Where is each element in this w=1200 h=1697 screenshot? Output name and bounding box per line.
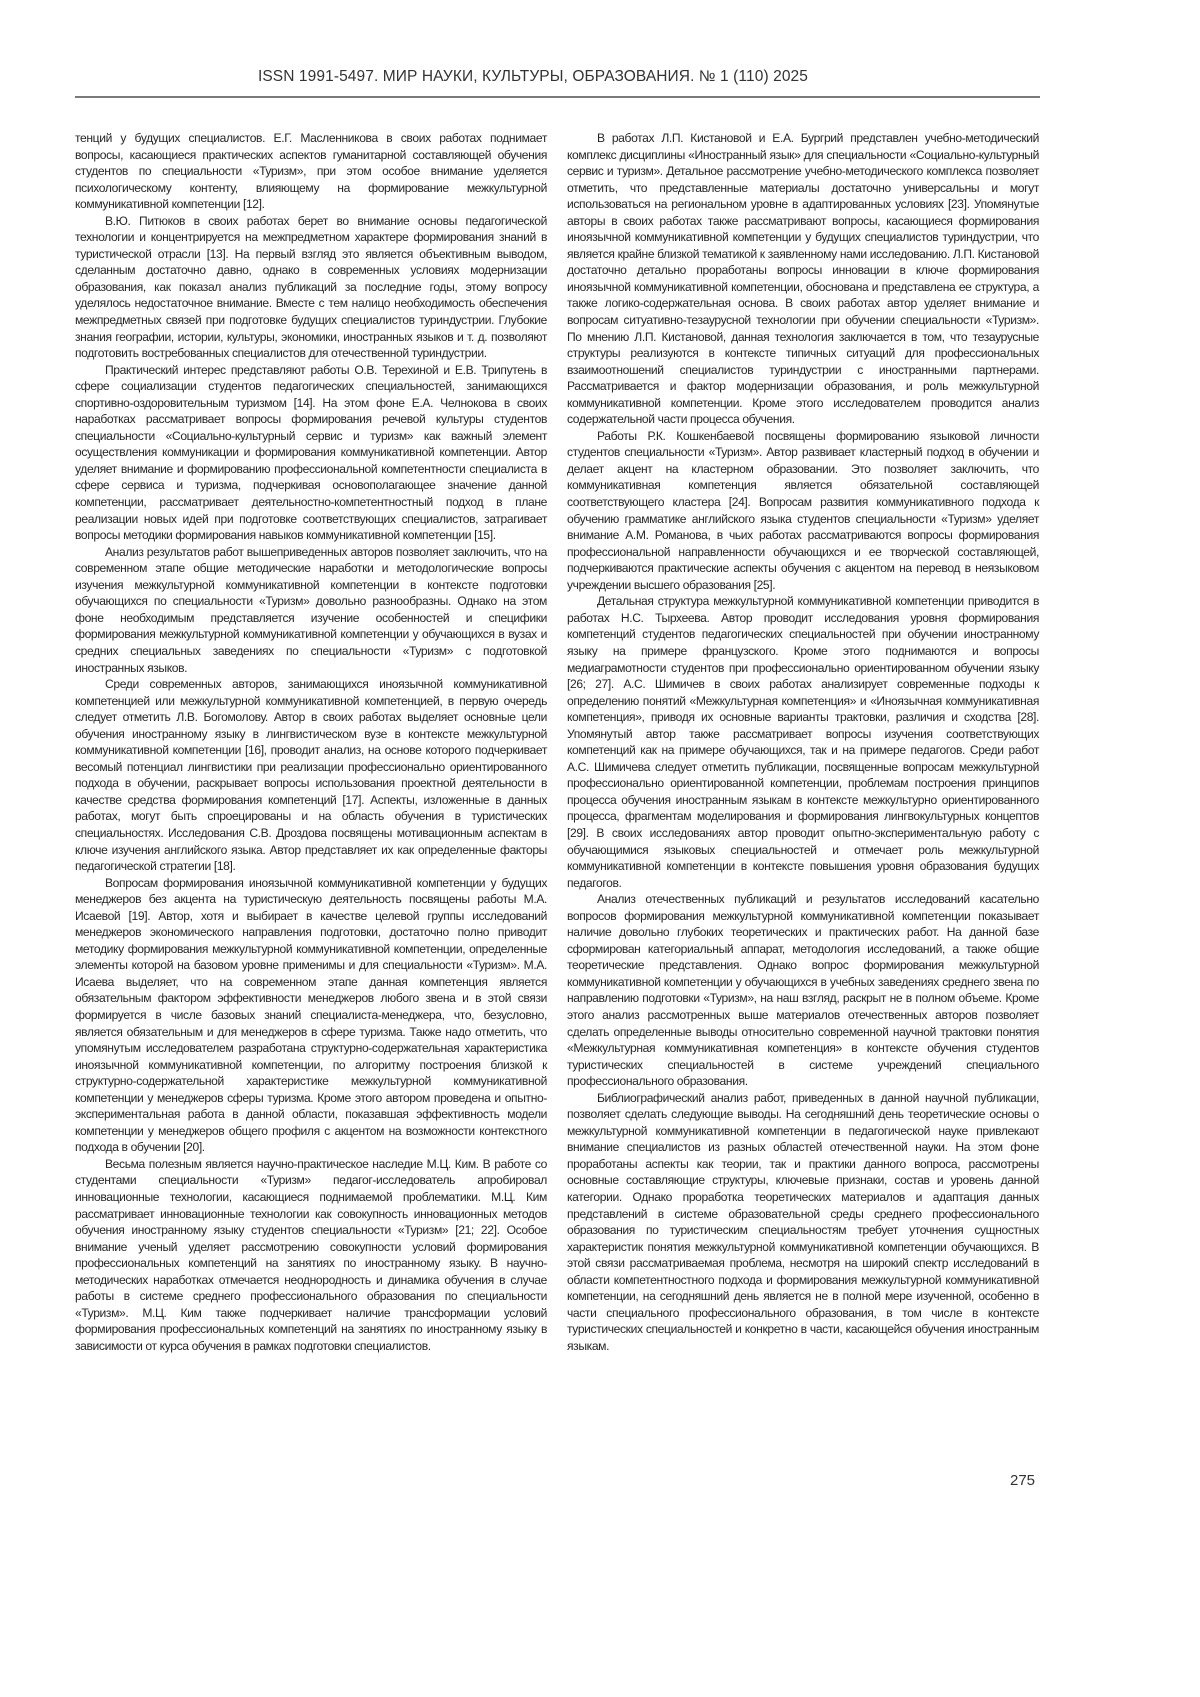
paragraph: Анализ результатов работ вышеприведенных авторов позволяет заключить, что на современном этапе общие методические наработки и методологические вопросы изучения межкультурной коммуникативной компетенции в контексте подготовки обучающихся по специальности «Туризм» довольно разнообразны. Однако на этом фоне необходимым представляется изучение особенностей и специфики формирования межкультурной коммуникативной компетенции у обучающихся в вузах и средних специальных заведениях по специальности «Туризм» с подготовкой иностранных языков. — [75, 544, 547, 675]
paragraph: Детальная структура межкультурной коммуникативной компетенции приводится в работах Н.С. Тырхеева. Автор проводит исследования уровня формирования компетенций студентов педагогических специальностей при обучении иностранному языку на примере французского. Кроме этого поднимаются и вопросы медиаграмотности студентов при профессионально ориентированном обучении языку [26; 27]. А.С. Шимичев в своих работах анализирует современные подходы к определению понятий «Межкультурная компетенция» и «Иноязычная коммуникативная компетенция», приводя их основные варианты трактовки, различия и сходства [28]. Упомянутый автор также рассматривает вопросы изучения соответствующих компетенций как на примере обучающихся, так и на примере педагогов. Среди работ А.С. Шимичева следует отметить публикации, посвященные вопросам межкультурной профессионально ориентированной компетенции, проблемам построения принципов процесса обучения иностранным языкам в контексте межкультурно ориентированного процесса, фрагментам моделирования и формирования лингвокультурных концептов [29]. В своих исследованиях автор проводит опытно-экспериментальную работу с обучающимися языковых специальностей и отмечает роль межкультурной коммуникативной компетенции в контексте повышения уровня образования будущих педагогов. — [567, 594, 1039, 890]
paragraph: В работах Л.П. Кистановой и Е.А. Бургрий представлен учебно-методический комплекс дисциплины «Иностранный язык» для специальности «Социально-культурный сервис и туризм». Детальное рассмотрение учебно-методического комплекса позволяет отметить, что представленные материалы достаточно универсальны и могут использоваться на региональном уровне в адаптированных условиях [23]. Упомянутые авторы в своих работах также рассматривают вопросы, касающиеся формирования иноязычной коммуникативной компетенции у будущих специалистов туриндустрии, что является крайне близкой тематикой к заявленному нами исследованию. Л.П. Кистановой достаточно детально проработаны вопросы инновации в ключе формирования иноязычной коммуникативной компетенции, обоснована и представлена ее структура, а также логико-содержательная основа. В своих работах автор уделяет внимание и вопросам ситуативно-тезаурусной технологии при обучении специальности «Туризм». По мнению Л.П. Кистановой, данная технология заключается в том, что тезаурусные структуры реализуются в контексте типичных ситуаций для профессиональных взаимоотношений специалистов туриндустрии с иностранными партнерами. Рассматривается и фактор модернизации образования, и роль межкультурной коммуникативной компетенции. Кроме этого исследователем проводится анализ содержательной части процесса обучения. — [567, 131, 1039, 427]
paragraph: Среди современных авторов, занимающихся иноязычной коммуникативной компетенцией или межкультурной коммуникативной компетенцией, в первую очередь следует отметить Л.В. Богомолову. Автор в своих работах выделяет основные цели обучения иностранному языку в лингвистическом вузе в контексте межкультурной коммуникативной компетенции [16], проводит анализ, на основе которого подчеркивает весомый потенциал лингвистики при реализации профессионально ориентированного подхода в обучении, раскрывает вопросы использования проектной деятельности в качестве средства формирования компетенций [17]. Аспекты, изложенные в данных работах, могут быть спроецированы и на область обучения в туристических специальностях. Исследования С.В. Дроздова посвящены мотивационным аспектам в ключе изучения английского языка. Автор представляет их как определенные факторы педагогической стратегии [18]. — [75, 677, 547, 874]
paragraph: Весьма полезным является научно-практическое наследие М.Ц. Ким. В работе со студентами специальности «Туризм» педагог-исследователь апробировал инновационные технологии, касающиеся поднимаемой проблематики. М.Ц. Ким рассматривает инновационные технологии как совокупность инновационных методов обучения иностранному языку студентов специальности «Туризм» [21; 22]. Особое внимание ученый уделяет рассмотрению совокупности условий формирования профессиональных компетенций на занятиях по иностранному языку. В научно-методических наработках отмечается неоднородность и динамика обучения в случае работы в системе среднего профессионального образования по специальности «Туризм». М.Ц. Ким также подчеркивает наличие трансформации условий формирования профессиональных компетенций на занятиях по иностранному языку в зависимости от курса обучения в рамках подготовки специалистов. — [75, 1156, 547, 1353]
paragraph: Работы Р.К. Кошкенбаевой посвящены формированию языковой личности студентов специальности «Туризм». Автор развивает кластерный подход в обучении и делает акцент на кластерном образовании. Это позволяет заключить, что коммуникативная компетенция является обязательной составляющей соответствующего кластера [24]. Вопросам развития коммуникативного подхода к обучению грамматике английского языка студентов специальности «Туризм» уделяет внимание А.М. Романова, в чьих работах рассматриваются вопросы формирования профессиональной направленности обучающихся и ее творческой составляющей, подчеркиваются практические аспекты обучения с акцентом на перевод в неязыковом учреждении высшего образования [25]. — [567, 428, 1039, 592]
paragraph: Анализ отечественных публикаций и результатов исследований касательно вопросов формирования межкультурной коммуникативной компетенции показывает наличие довольно глубоких теоретических и практических работ. На данной базе сформирован категориальный аппарат, методология исследований, а также общие теоретические представления. Однако вопрос формирования межкультурной коммуникативной компетенции у обучающихся в учебных заведениях среднего звена по направлению подготовки «Туризм», на наш взгляд, раскрыт не в полном объеме. Кроме этого анализ рассмотренных выше материалов отечественных авторов позволяет сделать определенные выводы относительно современной научной трактовки понятия «Межкультурная коммуникативная компетенция» в контексте обучения студентов туристических специальностей в системе учреждений специального профессионального образования. — [567, 892, 1039, 1089]
running-header — [75, 68, 1040, 86]
paragraph: В.Ю. Питюков в своих работах берет во внимание основы педагогической технологии и концентрируется на межпредметном характере формирования знаний в туристической отрасли [13]. На первый взгляд это является объективным выводом, сделанным достаточно давно, однако в современных условиях модернизации образования, как показал анализ публикаций за последние годы, этому вопросу уделялось недостаточное внимание. Вместе с тем налицо необходимость обеспечения межпредметных связей при подготовке будущих специалистов туриндустрии. Глубокие знания географии, истории, культуры, экономики, иностранных языков и т. д. позволяют подготовить востребованных специалистов для отечественной туриндустрии. — [75, 213, 547, 361]
journal-title: ISSN 1991-5497. МИР НАУКИ, КУЛЬТУРЫ, ОБРАЗОВАНИЯ. № 1 (110) 2025 — [257, 68, 808, 85]
paragraph: Практический интерес представляют работы О.В. Терехиной и Е.В. Трипутень в сфере социализации студентов педагогических специальностей, занимающихся спортивно-оздоровительным туризмом [14]. На этом фоне Е.А. Челнокова в своих наработках рассматривает вопросы формирования речевой культуры студентов специальности «Социально-культурный сервис и туризм» как важный элемент осуществления коммуникации и формирования коммуникативной компетенции. Автор уделяет внимание и формированию профессиональной компетентности специалиста в сфере сервиса и туризма, подчеркивая основополагающее значение данной компетенции, рассматривает деятельностно-компетентностный подход в плане реализации новых идей при подготовке соответствующих специалистов, затрагивает вопросы методики формирования навыков коммуникативной компетенции [15]. — [75, 362, 547, 543]
paragraph: Библиографический анализ работ, приведенных в данной научной публикации, позволяет сделать следующие выводы. На сегодняшний день теоретические основы о межкультурной коммуникативной компетенции в педагогической науке привлекают внимание специалистов из разных областей отечественной науки. На этом фоне проработаны аспекты как теории, так и практики данного вопроса, рассмотрены основные составляющие структуры, ключевые признаки, состав и уровень данной категории. Однако проработка теоретических материалов и адаптация данных представлений в системе образовательной среды среднего профессионального образования по туристическим специальностям требует уточнения сущностных характеристик понятия межкультурной коммуникативной компетенции обучающихся. В этой связи рассматриваемая проблема, несмотря на широкий спектр исследований в области компетентностного подхода и формирования межкультурной коммуникативной компетенции, на сегодняшний день является не в полной мере изученной, особенно в части специального профессионального образования, в том числе в контексте туристических специальностей и конкретно в части, касающейся обучения иностранным языкам. — [567, 1090, 1039, 1353]
page-number: 275 — [1010, 1472, 1036, 1489]
left-column — [75, 130, 547, 1354]
right-column — [567, 130, 1039, 1354]
paragraph: тенций у будущих специалистов. Е.Г. Масленникова в своих работах поднимает вопросы, касающиеся практических аспектов гуманитарной составляющей обучения студентов по специальности «Туризм», при этом особое внимание уделяется психологическому контенту, влияющему на формирование межкультурной коммуникативной компетенции [12]. — [75, 131, 547, 212]
header-divider — [75, 96, 1040, 98]
paragraph: Вопросам формирования иноязычной коммуникативной компетенции у будущих менеджеров без акцента на туристическую деятельность посвящены работы М.А. Исаевой [19]. Автор, хотя и выбирает в качестве целевой группы исследований менеджеров экономического направления подготовки, достаточно полно приводит методику формирования межкультурной коммуникативной компетенции, определенные элементы которой на базовом уровне применимы и для специальности «Туризм». М.А. Исаева выделяет, что на современном этапе данная компетенция является обязательным фактором эффективности менеджеров любого звена и в этой связи формируется в числе базовых знаний специалиста-менеджера, что, безусловно, является обязательным и для менеджеров в сфере туризма. Также надо отметить, что упомянутым исследователем разработана структурно-содержательная характеристика иноязычной коммуникативной компетенции, по алгоритму построения близкой к структурно-содержательной характеристике межкультурной коммуникативной компетенции у менеджеров сферы туризма. Кроме этого автором проведена и опытно-экспериментальная работа в данной области, показавшая эффективность модели компетенции у менеджеров общего профиля с акцентом на возможности контекстного подхода в обучении [20]. — [75, 875, 547, 1155]
